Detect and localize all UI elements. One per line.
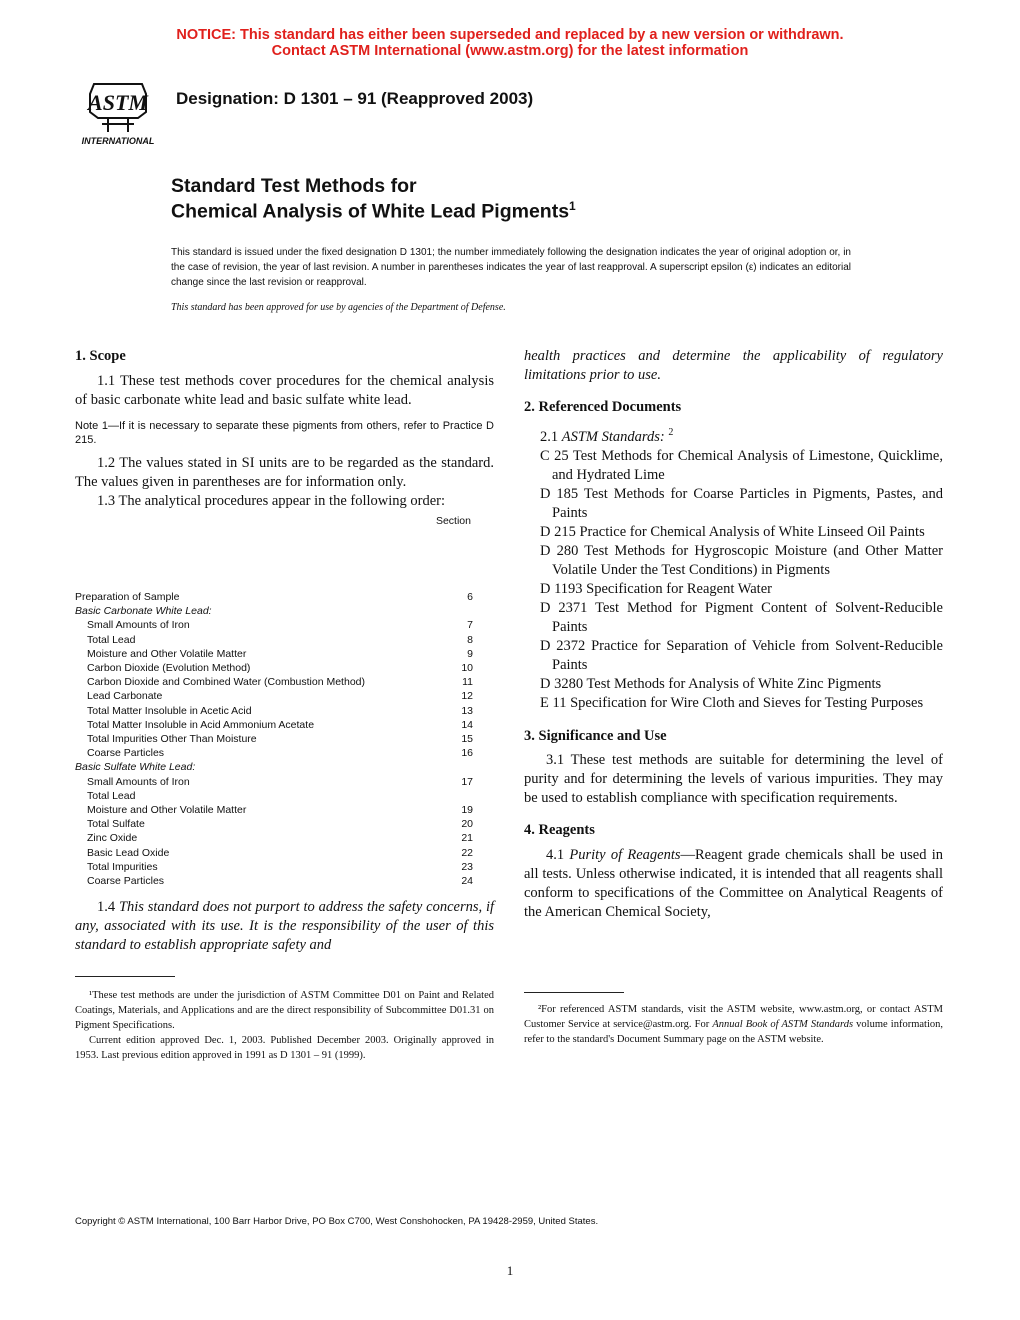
procedure-section-number: 20 — [461, 818, 473, 831]
astm-standards-footnote-ref: 2 — [668, 427, 674, 438]
title-text: Chemical Analysis of White Lead Pigments — [171, 200, 570, 223]
page-number: 1 — [506, 1263, 514, 1278]
procedure-row — [75, 817, 473, 831]
scope-1-1: 1.1 These test methods cover procedures for the chemical analysis of basic carbonate white lead and basic sulfate white lead. — [75, 373, 494, 408]
procedure-section-number: 10 — [461, 662, 473, 675]
designation: Designation: D 1301 – 91 (Reapproved 2003) — [176, 89, 534, 108]
procedure-row — [75, 675, 473, 689]
procedure-label: Preparation of Sample — [75, 591, 180, 603]
reference-item: D 2372 Practice for Separation of Vehicle from Solvent-Reducible Paints — [540, 637, 943, 673]
right-column — [524, 347, 943, 922]
reference-item: D 215 Practice for Chemical Analysis of White Linseed Oil Paints — [540, 523, 925, 540]
procedure-label: Basic Carbonate White Lead: — [75, 605, 212, 618]
procedure-section-number — [453, 604, 473, 618]
footnote-divider-left — [75, 976, 175, 977]
procedure-section-number: 19 — [461, 804, 473, 817]
procedure-section-number: 12 — [461, 690, 473, 703]
notice-line-1: NOTICE: This standard has either been superseded and replaced by a new version or withdrawn. — [176, 27, 844, 43]
procedure-row — [75, 803, 473, 817]
intro-paragraph: This standard is issued under the fixed designation D 1301; the number immediately following the designation indicates the year of original adoption or, in the case of revision, the year of last revision. A number in parentheses indicates the year of last reapproval. A superscript epsilon (ε) indicates an editorial change since the last revision or reapproval. — [171, 247, 851, 288]
procedure-label: Basic Sulfate White Lead: — [75, 761, 196, 774]
reagents-4-1 — [524, 846, 943, 922]
reference-list — [524, 447, 943, 713]
procedure-label: Moisture and Other Volatile Matter — [87, 804, 247, 817]
procedure-section-number: 17 — [461, 775, 473, 788]
svg-text:INTERNATIONAL: INTERNATIONAL — [81, 136, 155, 146]
procedure-row — [75, 760, 473, 774]
footnote-1 — [75, 988, 494, 1063]
note-1: Note 1—If it is necessary to separate these pigments from others, refer to Practice D 215. — [75, 420, 494, 446]
procedure-section-number: 7 — [467, 619, 473, 632]
procedure-row — [75, 704, 473, 718]
procedure-label: Carbon Dioxide (Evolution Method) — [87, 662, 251, 675]
notice-line-2: Contact ASTM International (www.astm.org) for the latest information — [271, 43, 749, 59]
reference-item: D 185 Test Methods for Coarse Particles in Pigments, Pastes, and Paints — [540, 485, 943, 521]
footnote-2-a: ²For referenced ASTM standards, visit the ASTM website, www.astm.org, or contact ASTM Customer Service at service@astm.org. For — [524, 1004, 943, 1030]
svg-text:ASTM: ASTM — [88, 90, 148, 115]
procedure-row — [75, 633, 473, 647]
astm-logo — [76, 72, 160, 148]
procedure-label: Small Amounts of Iron — [87, 619, 190, 632]
footnote-2-book: Annual Book of ASTM Standards — [712, 1019, 854, 1030]
astm-standards-label — [524, 423, 943, 447]
procedure-row — [75, 874, 473, 888]
reference-item: D 1193 Specification for Reagent Water — [540, 580, 772, 597]
procedure-section-number: 23 — [461, 860, 473, 873]
reference-item: C 25 Test Methods for Chemical Analysis of Limestone, Quicklime, and Hydrated Lime — [540, 447, 943, 483]
intro-dod: This standard has been approved for use by agencies of the Department of Defense. — [171, 302, 506, 313]
procedure-section-number: 21 — [461, 832, 473, 845]
procedure-row — [75, 831, 473, 845]
procedure-label: Moisture and Other Volatile Matter — [87, 647, 247, 660]
reference-item: D 2371 Test Method for Pigment Content of Solvent-Reducible Paints — [540, 599, 943, 635]
reagents-term: Purity of Reagents — [569, 846, 681, 863]
procedure-section-number: 13 — [461, 704, 473, 717]
procedure-row — [75, 647, 473, 661]
reagents-text: —Reagent grade chemicals shall be used in all tests. Unless otherwise indicated, it is intended that all reagents shall conform to specifications of the Committee on Analytical Reagents of the American Chemical Society, — [524, 846, 944, 920]
procedure-row — [75, 689, 473, 703]
procedure-section-number: 24 — [461, 875, 473, 888]
procedure-row — [75, 775, 473, 789]
scope-heading: 1. Scope — [75, 348, 126, 364]
procedure-row — [75, 846, 473, 860]
procedure-row — [75, 732, 473, 746]
procedure-label: Lead Carbonate — [87, 690, 163, 703]
significance-heading: 3. Significance and Use — [524, 727, 667, 744]
procedure-section-number: 8 — [467, 633, 473, 646]
copyright-footer: Copyright © ASTM International, 100 Barr Harbor Drive, PO Box C700, West Conshohocken, PA 19428-2959, United States. — [75, 1216, 599, 1227]
procedure-label: Carbon Dioxide and Combined Water (Combustion Method) — [87, 676, 365, 689]
procedure-list — [75, 590, 473, 888]
footnote-divider-right — [524, 992, 624, 993]
reagents-4-1-number: 4.1 — [546, 846, 565, 863]
referenced-documents-heading: 2. Referenced Documents — [524, 399, 682, 415]
procedure-label: Total Impurities Other Than Moisture — [87, 733, 257, 746]
procedure-label: Total Matter Insoluble in Acid Ammonium Acetate — [87, 718, 315, 731]
astm-standards-number: 2.1 — [540, 428, 559, 445]
procedure-row — [75, 661, 473, 675]
procedure-row — [75, 718, 473, 732]
procedure-label: Total Sulfate — [87, 818, 145, 831]
procedure-label: Total Matter Insoluble in Acetic Acid — [87, 704, 252, 717]
procedure-section-number — [453, 789, 473, 803]
procedure-section-number: 6 — [467, 591, 473, 603]
section-column-label: Section — [435, 515, 471, 527]
procedure-label: Coarse Particles — [87, 875, 165, 888]
reference-item: E 11 Specification for Wire Cloth and Sieves for Testing Purposes — [540, 694, 924, 711]
left-column — [75, 347, 494, 531]
title-line-1: Standard Test Methods for — [171, 175, 417, 197]
procedure-label: Basic Lead Oxide — [87, 846, 170, 859]
procedure-row — [75, 789, 473, 803]
scope-1-4-continued: health practices and determine the applicability of regulatory limitations prior to use. — [524, 348, 943, 383]
procedure-row — [75, 604, 473, 618]
procedure-section-number: 9 — [467, 647, 473, 660]
procedure-section-number: 16 — [461, 747, 473, 760]
procedure-section-number — [453, 760, 473, 774]
footnote-2-c: volume information, refer to the standard's Document Summary page on the ASTM website. — [524, 1019, 943, 1045]
procedure-row — [75, 746, 473, 760]
procedure-section-number: 11 — [462, 676, 473, 689]
procedure-label: Small Amounts of Iron — [87, 775, 190, 788]
footnote-2 — [524, 1002, 943, 1047]
reference-item: D 3280 Test Methods for Analysis of White Zinc Pigments — [540, 675, 882, 692]
scope-1-3: 1.3 The analytical procedures appear in the following order: — [97, 493, 446, 509]
astm-standards-text: ASTM Standards: — [561, 428, 665, 445]
procedure-section-number: 22 — [461, 846, 473, 859]
scope-1-2: 1.2 The values stated in SI units are to be regarded as the standard. The values given in parentheses are for information only. — [75, 455, 494, 490]
procedure-label: Total Impurities — [87, 860, 158, 873]
procedure-section-number: 14 — [461, 718, 473, 731]
significance-3-1: 3.1 These test methods are suitable for determining the level of purity and for determining the levels of various impurities. They may be used to establish compliance with specification requirements. — [524, 751, 943, 806]
procedure-label: Total Lead — [87, 789, 136, 802]
reference-item: D 280 Test Methods for Hygroscopic Moisture (and Other Matter Volatile Under the Test Conditions) in Pigments — [540, 542, 943, 578]
procedure-section-number: 15 — [461, 733, 473, 746]
footnote-1-edition: Current edition approved Dec. 1, 2003. Published December 2003. Originally approved in 1953. Last previous edition approved in 1991 as D 1301 – 91 (1999). — [75, 1035, 494, 1061]
title-line-2 — [171, 199, 576, 224]
procedure-label: Total Lead — [87, 633, 136, 646]
procedure-row — [75, 860, 473, 874]
procedure-label: Coarse Particles — [87, 747, 165, 760]
scope-1-4-text: This standard does not purport to address the safety concerns, if any, associated with its use. It is the responsibility of the user of this standard to establish appropriate safety and — [75, 899, 494, 953]
title-footnote-ref: 1 — [569, 199, 576, 213]
reagents-heading: 4. Reagents — [524, 821, 595, 838]
scope-1-4-number: 1.4 — [97, 899, 116, 915]
footnote-1-text: ¹These test methods are under the jurisdiction of ASTM Committee D01 on Paint and Related Coatings, Materials, and Applications and are the direct responsibility of Subcommittee D01.31 on Pigment Specifications. — [75, 990, 494, 1031]
scope-1-4 — [75, 898, 494, 955]
procedure-label: Zinc Oxide — [87, 832, 138, 845]
procedure-row — [75, 590, 473, 604]
procedure-row — [75, 618, 473, 632]
